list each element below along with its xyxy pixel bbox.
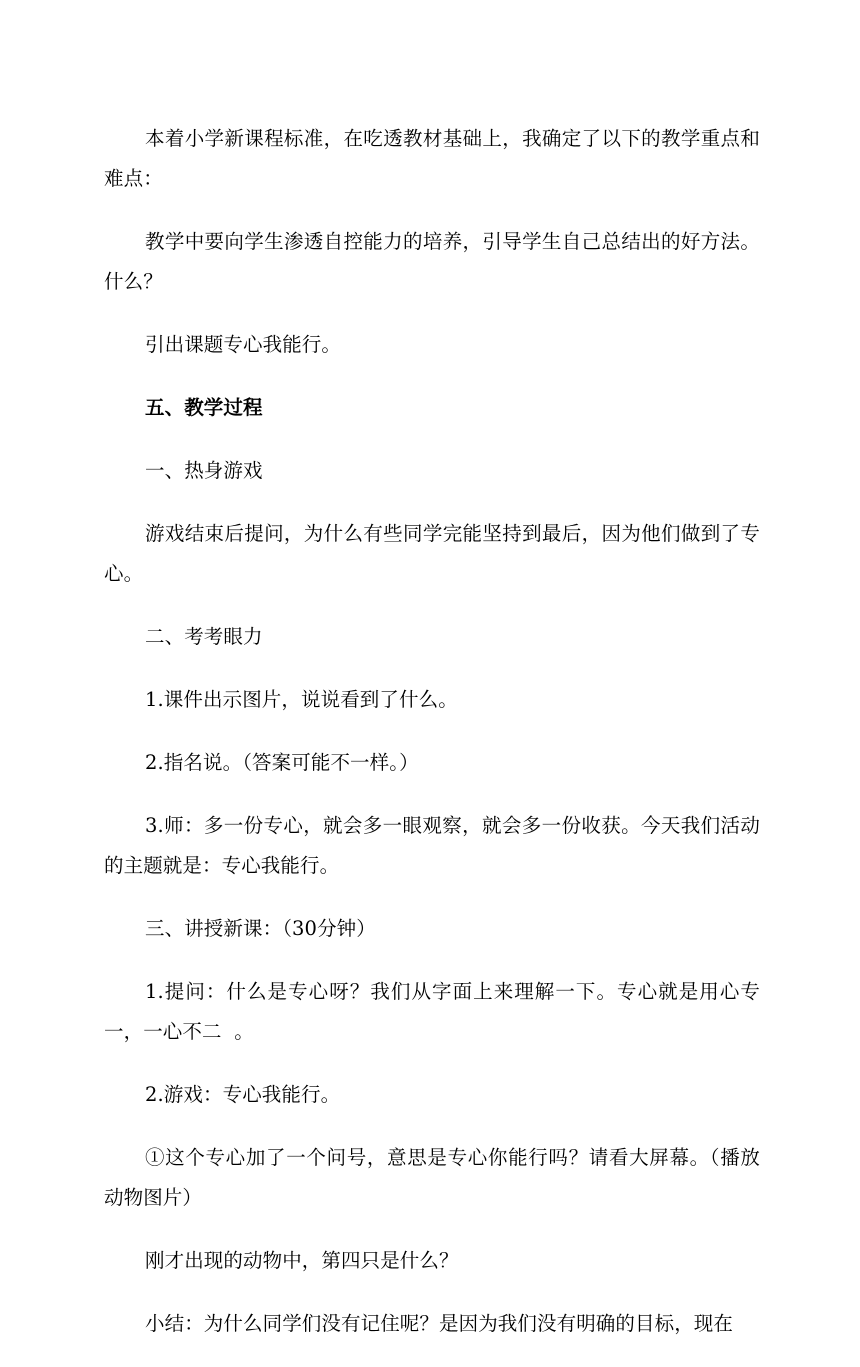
list-item: 2.指名说。（答案可能不一样。） [145,751,419,774]
paragraph-summary: 小结：为什么同学们没有记住呢？是因为我们没有明确的目标，现在 [145,1312,734,1335]
list-item: 1.课件出示图片，说说看到了什么。 [145,688,458,711]
paragraph-focus: 教学中要向学生渗透自控能力的培养，引导学生自己总结出的好方法。什么？ [104,230,760,293]
subheading-new-lesson: 三、讲授新课：（30分钟） [145,917,376,940]
list-item: 3.师：多一份专心，就会多一眼观察，就会多一份收获。今天我们活动的主题就是：专心我能行。 [104,814,760,877]
subheading-warmup: 一、热身游戏 [145,459,263,482]
list-item: 2.游戏：专心我能行。 [145,1083,341,1106]
subheading-observation: 二、考考眼力 [145,625,263,648]
paragraph-intro: 本着小学新课程标准，在吃透教材基础上，我确定了以下的教学重点和难点： [104,127,760,190]
paragraph-game-question: 游戏结束后提问，为什么有些同学完能坚持到最后，因为他们做到了专心。 [104,522,760,585]
list-item: 1.提问：什么是专心呀？我们从字面上来理解一下。专心就是用心专一，一心不二 。 [104,980,760,1043]
paragraph-topic: 引出课题专心我能行。 [145,333,342,356]
section-heading: 五、教学过程 [145,396,263,419]
list-item: ①这个专心加了一个问号，意思是专心你能行吗？请看大屏幕。（播放动物图片） [104,1146,760,1209]
paragraph-question: 刚才出现的动物中，第四只是什么？ [145,1249,459,1272]
document-page [104,119,760,1367]
